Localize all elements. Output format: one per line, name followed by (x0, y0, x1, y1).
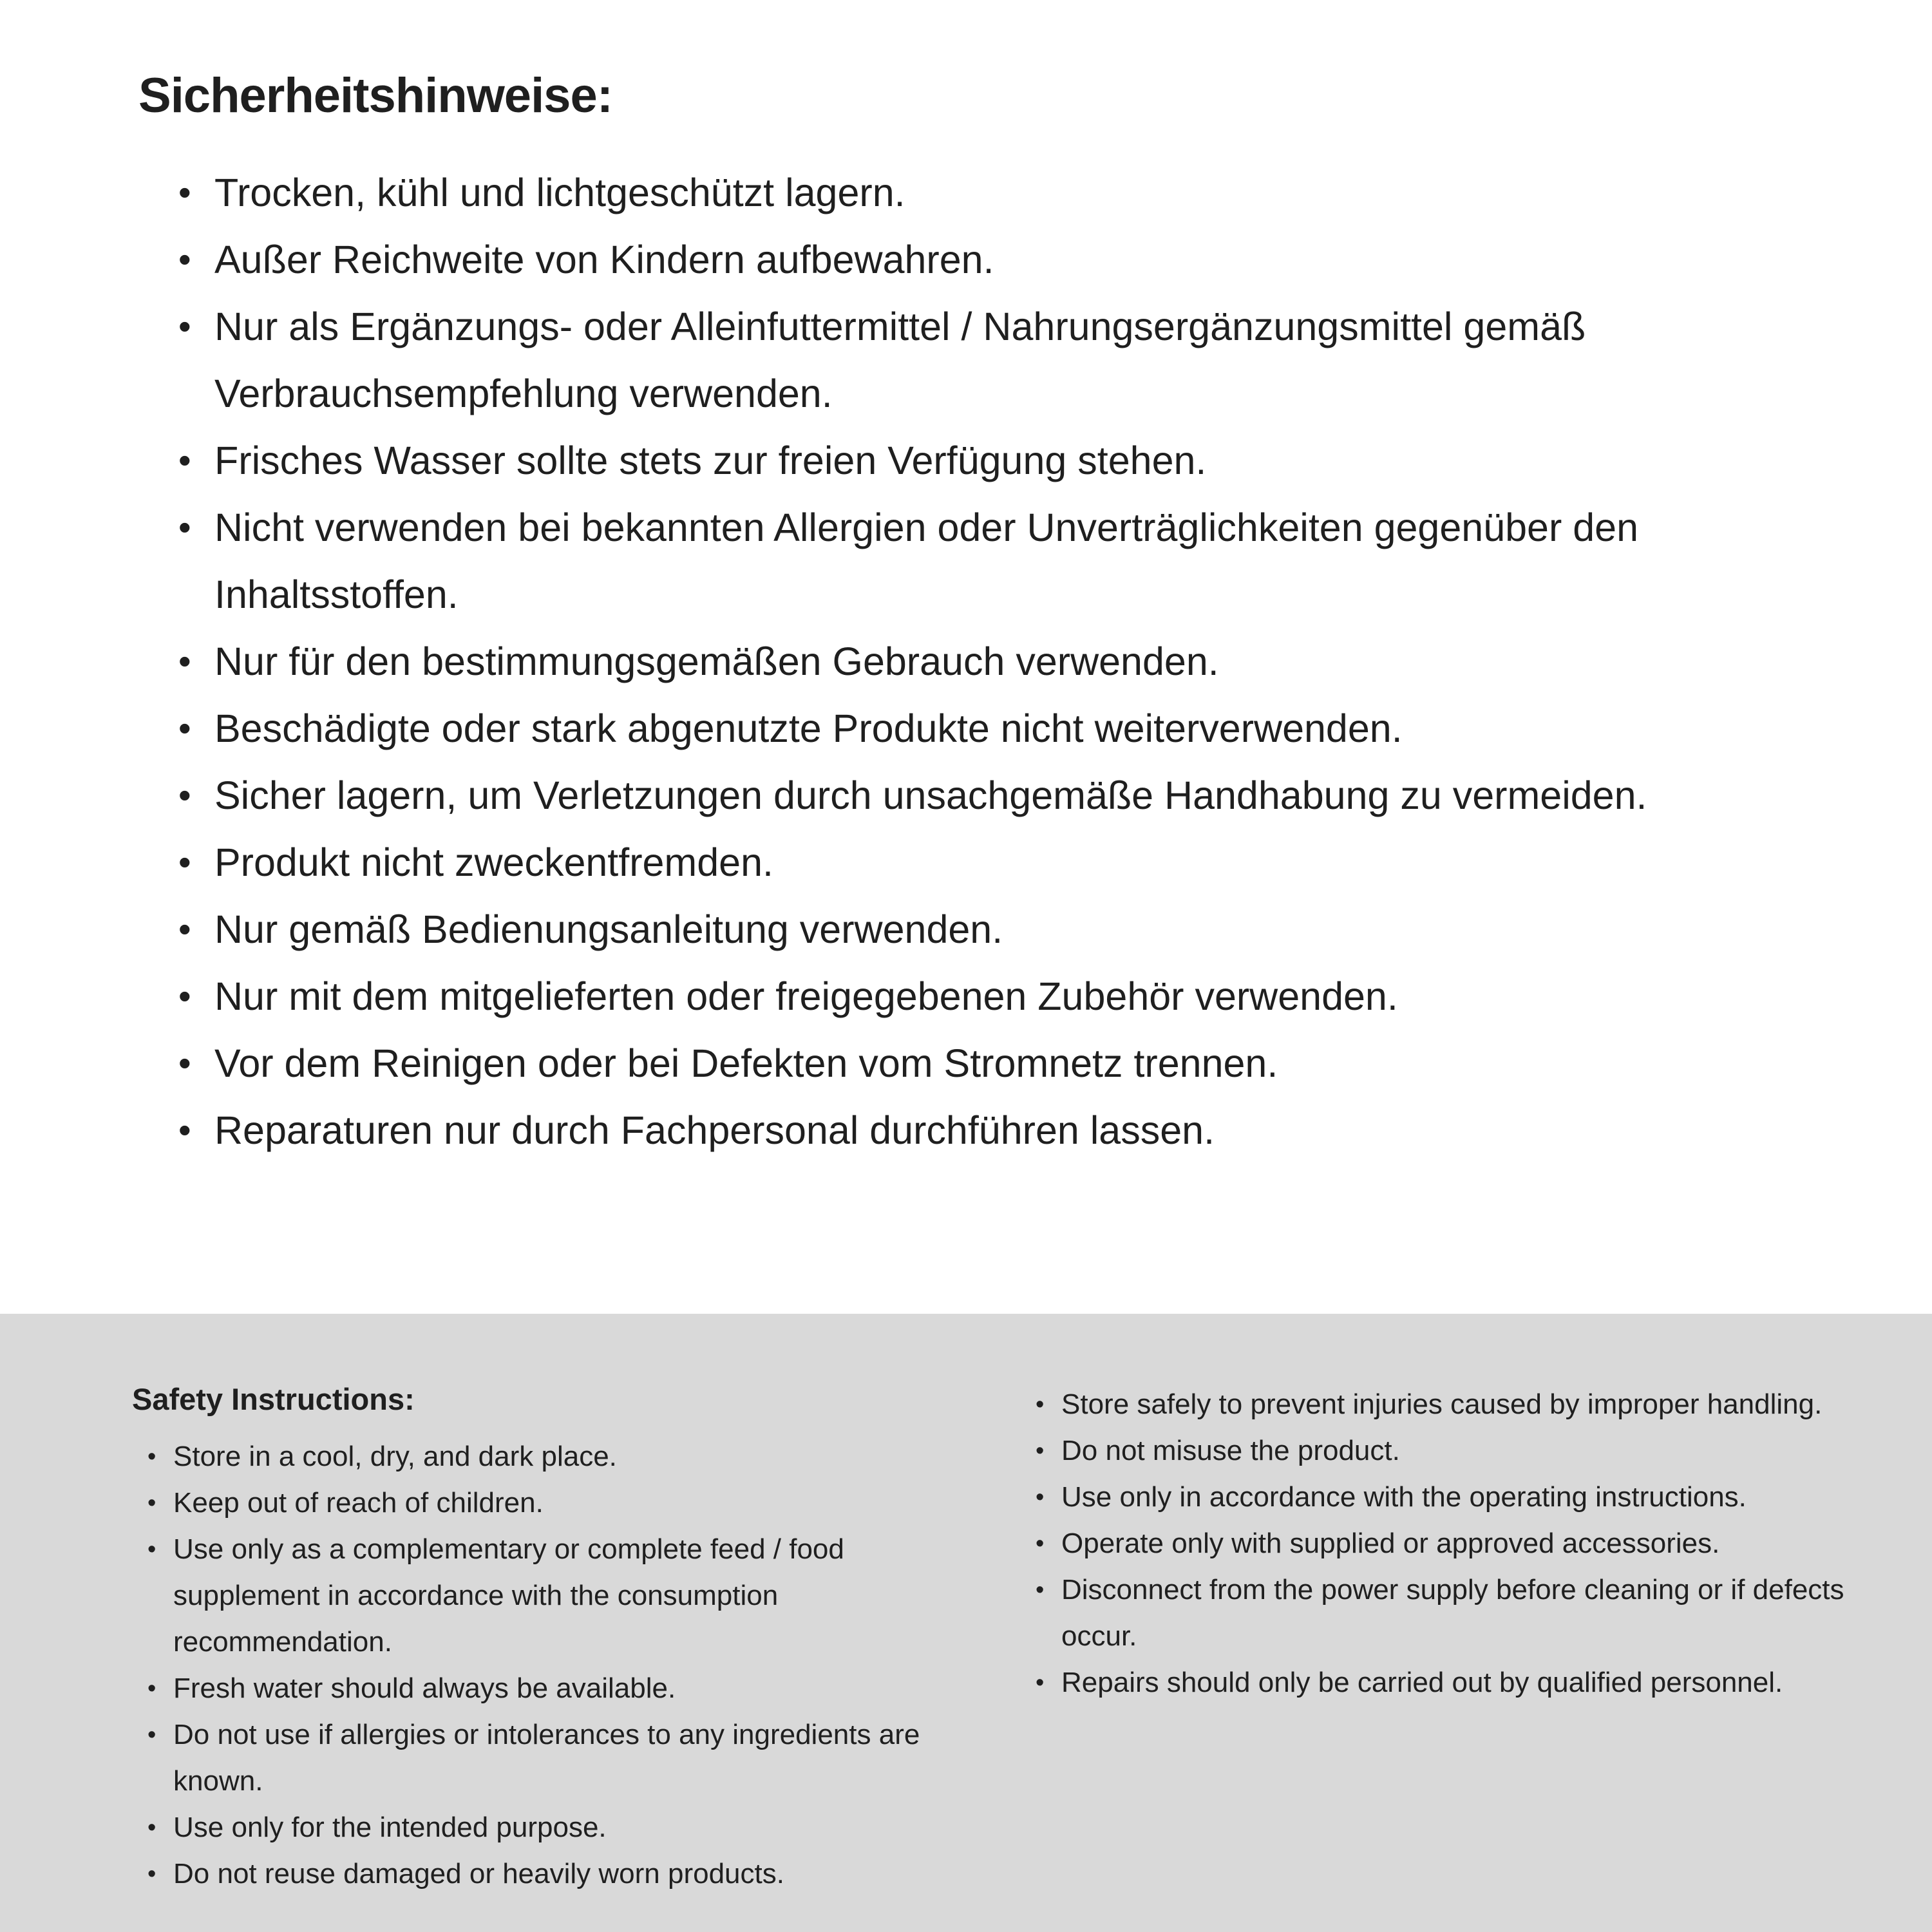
list-item: • Use only for the intended purpose. (147, 1804, 989, 1851)
list-item: • Repairs should only be carried out by qualified personnel. (1036, 1660, 1866, 1706)
german-heading: Sicherheitshinweise: (138, 68, 613, 123)
list-item: • Nicht verwenden bei bekannten Allergien oder Unverträglichkeiten gegenüber den Inhaltsstoffen. (178, 494, 1837, 628)
english-right-column (1036, 1381, 1866, 1932)
english-heading: Safety Instructions: (132, 1382, 415, 1416)
list-item: • Beschädigte oder stark abgenutzte Produkte nicht weiterverwenden. (178, 695, 1837, 762)
list-item: • Frisches Wasser sollte stets zur freien Verfügung stehen. (178, 427, 1837, 494)
list-item: • Do not misuse the product. (1036, 1428, 1866, 1474)
list-item: • Use only in accordance with the operating instructions. (1036, 1474, 1866, 1520)
german-instructions-list (138, 159, 1868, 1164)
list-item: • Use only as a complementary or complete feed / food supplement in accordance with the consumption recommendation. (147, 1526, 989, 1665)
list-item: • Produkt nicht zweckentfremden. (178, 829, 1837, 896)
list-item: • Nur mit dem mitgelieferten oder freigegebenen Zubehör verwenden. (178, 963, 1837, 1030)
list-item: • Fresh water should always be available. (147, 1665, 989, 1712)
list-item: • Do not use if allergies or intolerances to any ingredients are known. (147, 1712, 989, 1804)
english-section (0, 1314, 1932, 1932)
list-item: • Store in a cool, dry, and dark place. (147, 1434, 989, 1480)
list-item: • Store safely to prevent injuries caused by improper handling. (1036, 1381, 1866, 1428)
list-item: • Sicher lagern, um Verletzungen durch unsachgemäße Handhabung zu vermeiden. (178, 762, 1837, 829)
english-instructions-list-left (132, 1434, 989, 1897)
list-item: • Do not reuse damaged or heavily worn products. (147, 1851, 989, 1897)
list-item: • Nur für den bestimmungsgemäßen Gebrauch verwenden. (178, 628, 1837, 695)
list-item: • Disconnect from the power supply before cleaning or if defects occur. (1036, 1567, 1866, 1660)
list-item: • Vor dem Reinigen oder bei Defekten vom Stromnetz trennen. (178, 1030, 1837, 1097)
list-item: • Operate only with supplied or approved accessories. (1036, 1520, 1866, 1567)
list-item: • Nur gemäß Bedienungsanleitung verwenden. (178, 896, 1837, 963)
list-item: • Reparaturen nur durch Fachpersonal durchführen lassen. (178, 1097, 1837, 1164)
list-item: • Außer Reichweite von Kindern aufbewahren. (178, 226, 1837, 293)
english-left-column (132, 1381, 989, 1932)
list-item: • Trocken, kühl und lichtgeschützt lagern. (178, 159, 1837, 226)
list-item: • Nur als Ergänzungs- oder Alleinfuttermittel / Nahrungsergänzungsmittel gemäß Verbrauchsempfehlung verwenden. (178, 293, 1837, 427)
english-instructions-list-right (1036, 1381, 1866, 1706)
list-item: • Keep out of reach of children. (147, 1480, 989, 1526)
